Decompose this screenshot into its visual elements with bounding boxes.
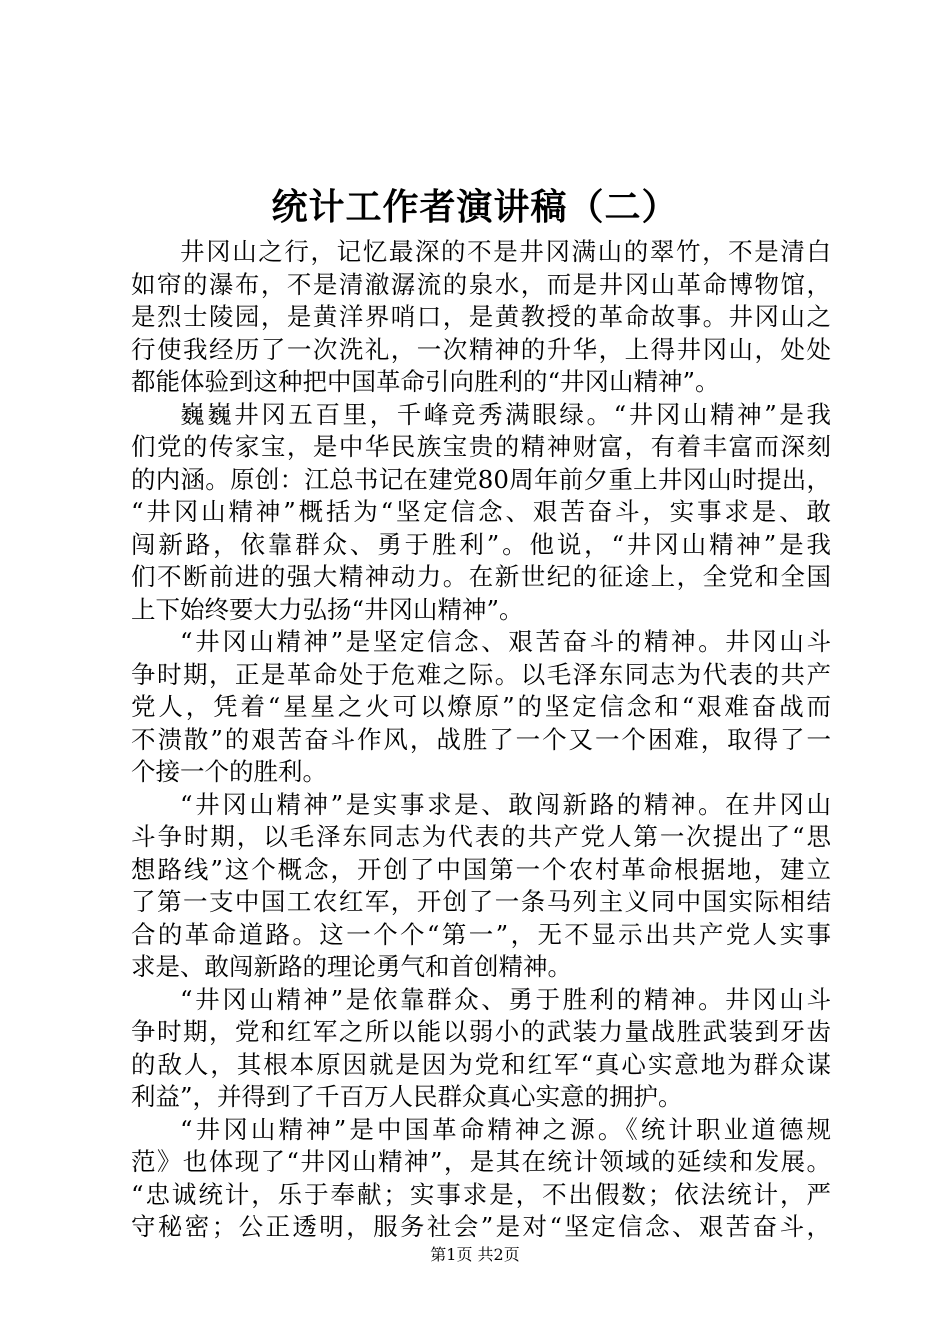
text-line: 不溃散”的艰苦奋斗作风，战胜了一个又一个困难，取得了一 <box>131 724 831 754</box>
text-line: 如帘的瀑布，不是清澈潺流的泉水，而是井冈山革命博物馆， <box>131 269 831 299</box>
text-line: 巍巍井冈五百里，千峰竞秀满眼绿。“井冈山精神”是我 <box>180 399 831 429</box>
document-title: 统计工作者演讲稿（二） <box>271 186 679 228</box>
text-line: 个接一个的胜利。 <box>131 757 327 786</box>
text-line: 守秘密；公正透明，服务社会”是对“坚定信念、艰苦奋斗， <box>131 1212 831 1241</box>
text-line: 们不断前进的强大精神动力。在新世纪的征途上，全党和全国 <box>131 562 831 591</box>
text-line: 都能体验到这种把中国革命引向胜利的“井冈山精神”。 <box>131 367 720 396</box>
text-line: 行使我经历了一次洗礼，一次精神的升华，上得井冈山，处处 <box>131 334 831 364</box>
text-line: 范》也体现了“井冈山精神”，是其在统计领域的延续和发展。 <box>131 1147 831 1176</box>
page-footer: 第1页 共2页 <box>430 1245 520 1264</box>
text-line: “井冈山精神”概括为“坚定信念、艰苦奋斗，实事求是、敢 <box>131 497 831 526</box>
text-line: 党人，凭着“星星之火可以燎原”的坚定信念和“艰难奋战而 <box>131 692 831 721</box>
text-line: 井冈山之行，记忆最深的不是井冈满山的翠竹，不是清白 <box>180 237 831 266</box>
text-line: “井冈山精神”是实事求是、敢闯新路的精神。在井冈山 <box>180 789 831 819</box>
text-line: 们党的传家宝，是中华民族宝贵的精神财富，有着丰富而深刻 <box>131 432 831 461</box>
text-line: “井冈山精神”是依靠群众、勇于胜利的精神。井冈山斗 <box>180 984 831 1014</box>
text-line: 是烈士陵园，是黄洋界哨口，是黄教授的革命故事。井冈山之 <box>131 302 831 331</box>
text-line: 了第一支中国工农红军，开创了一条马列主义同中国实际相结 <box>131 887 831 916</box>
text-line: 的内涵。原创：江总书记在建党80周年前夕重上井冈山时提出， <box>131 464 831 494</box>
text-line: 上下始终要大力弘扬“井冈山精神”。 <box>131 594 524 624</box>
text-line: 闯新路，依靠群众、勇于胜利”。他说，“井冈山精神”是我 <box>131 529 831 559</box>
text-line: 合的革命道路。这一个个“第一”，无不显示出共产党人实事 <box>131 919 831 949</box>
text-line: 斗争时期，以毛泽东同志为代表的共产党人第一次提出了“思 <box>131 822 831 851</box>
text-line: “井冈山精神”是坚定信念、艰苦奋斗的精神。井冈山斗 <box>180 627 831 656</box>
text-line: 利益”，并得到了千百万人民群众真心实意的拥护。 <box>131 1082 683 1111</box>
text-line: 的敌人，其根本原因就是因为党和红军“真心实意地为群众谋 <box>131 1049 831 1079</box>
text-line: “井冈山精神”是中国革命精神之源。《统计职业道德规 <box>180 1114 831 1144</box>
text-line: 求是、敢闯新路的理论勇气和首创精神。 <box>131 952 572 981</box>
document-body <box>131 236 831 1244</box>
text-line: 想路线”这个概念，开创了中国第一个农村革命根据地，建立 <box>131 854 831 884</box>
text-line: “忠诚统计，乐于奉献；实事求是，不出假数；依法统计，严 <box>131 1179 831 1209</box>
text-line: 争时期，党和红军之所以能以弱小的武装力量战胜武装到牙齿 <box>131 1017 831 1046</box>
text-line: 争时期，正是革命处于危难之际。以毛泽东同志为代表的共产 <box>131 659 831 689</box>
